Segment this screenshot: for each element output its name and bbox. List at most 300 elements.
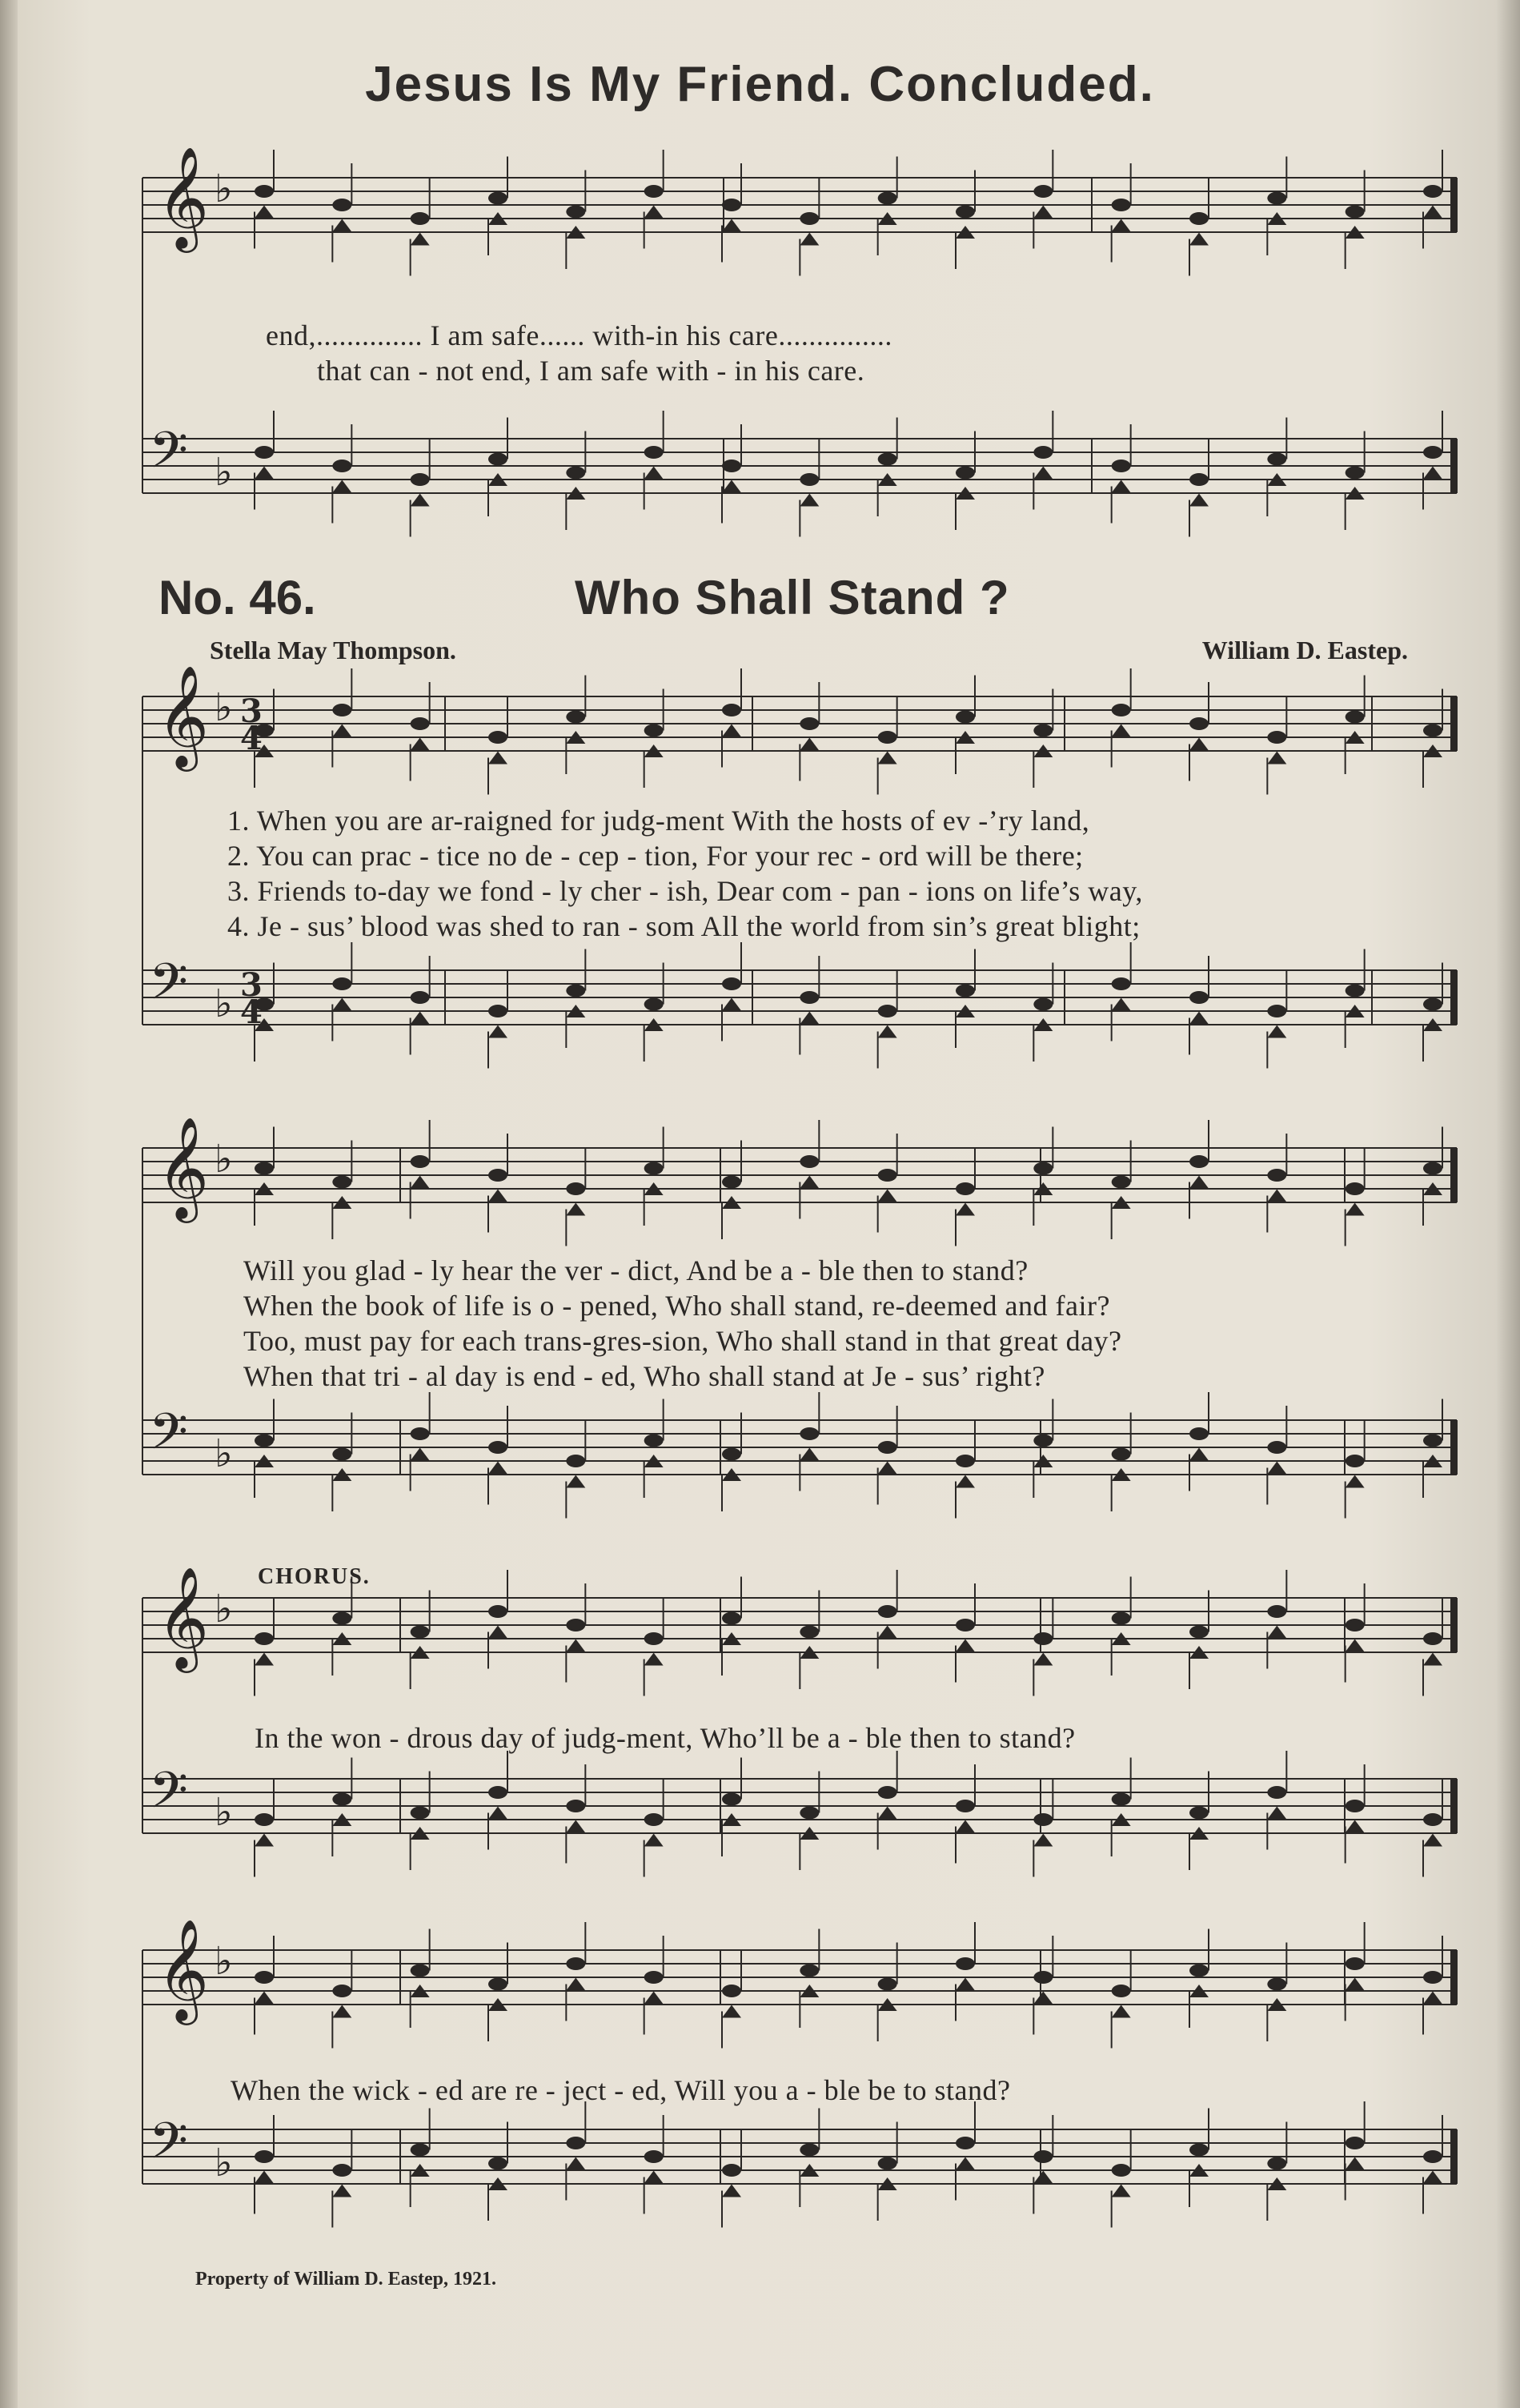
- note-head: [1423, 998, 1442, 1011]
- note-head: [255, 1813, 274, 1826]
- flat-key-signature-icon: ♭: [215, 2141, 233, 2185]
- note-head: [1346, 1182, 1365, 1195]
- shape-note-head: [411, 233, 430, 246]
- note-head: [488, 192, 507, 205]
- note-head: [332, 1448, 351, 1461]
- note-head: [488, 1786, 507, 1799]
- note-head: [1112, 1176, 1131, 1189]
- note-head: [255, 446, 274, 459]
- final-barline: [1450, 970, 1457, 1025]
- note-head: [566, 206, 585, 219]
- bass-clef-icon: 𝄢: [149, 1402, 188, 1473]
- note-head: [1112, 977, 1131, 990]
- shape-note-head: [1112, 998, 1131, 1011]
- shape-note-head: [1267, 1626, 1286, 1639]
- bass-clef-icon: 𝄢: [149, 952, 188, 1023]
- note-head: [800, 212, 819, 225]
- shape-note-head: [1189, 738, 1209, 751]
- shape-note-head: [1346, 1203, 1365, 1216]
- note-head: [1189, 991, 1209, 1004]
- shape-note-head: [1189, 494, 1209, 507]
- shape-note-head: [1423, 467, 1442, 480]
- shape-note-head: [1267, 1462, 1286, 1475]
- note-head: [411, 991, 430, 1004]
- note-head: [956, 2137, 975, 2149]
- note-head: [1346, 1800, 1365, 1812]
- final-barline: [1450, 178, 1457, 232]
- shape-note-head: [1112, 219, 1131, 232]
- shape-note-head: [956, 1978, 975, 1991]
- verse-4-line-1: 4. Je - sus’ blood was shed to ran - som All the world from sin’s great blight;: [227, 910, 1141, 942]
- note-head: [1033, 998, 1053, 1011]
- note-head: [488, 1978, 507, 1991]
- shape-note-head: [488, 752, 507, 765]
- shape-note-head: [566, 1820, 585, 1833]
- note-head: [1267, 1786, 1286, 1799]
- note-head: [566, 1455, 585, 1467]
- note-head: [644, 724, 664, 737]
- note-head: [956, 1455, 975, 1467]
- note-head: [255, 1971, 274, 1984]
- shape-note-head: [1346, 1820, 1365, 1833]
- shape-note-head: [722, 2005, 741, 2018]
- note-head: [800, 2144, 819, 2157]
- note-head: [1267, 2157, 1286, 2170]
- flat-key-signature-icon: ♭: [215, 1587, 233, 1631]
- note-head: [255, 1162, 274, 1175]
- note-head: [1033, 446, 1053, 459]
- note-head: [800, 1965, 819, 1977]
- shape-note-head: [1033, 1653, 1053, 1666]
- chorus-lyric-line-1: In the won - drous day of judg-ment, Who’ll be a - ble then to stand?: [255, 1722, 1076, 1754]
- time-signature-bottom: 4: [240, 993, 263, 1031]
- note-head: [1346, 1957, 1365, 1970]
- time-signature-bottom: 4: [240, 720, 263, 757]
- shape-note-head: [956, 2157, 975, 2170]
- shape-note-head: [644, 2171, 664, 2184]
- treble-clef-icon: 𝄞: [157, 146, 210, 248]
- note-head: [1189, 1807, 1209, 1820]
- note-head: [1267, 1169, 1286, 1182]
- shape-note-head: [566, 1203, 585, 1216]
- shape-note-head: [878, 1462, 897, 1475]
- note-head: [800, 1807, 819, 1820]
- flat-key-signature-icon: ♭: [215, 1137, 233, 1182]
- shape-note-head: [1267, 752, 1286, 765]
- shape-note-head: [1033, 2171, 1053, 2184]
- flat-key-signature-icon: ♭: [215, 167, 233, 211]
- shape-note-head: [488, 1462, 507, 1475]
- shape-note-head: [566, 1978, 585, 1991]
- note-head: [956, 1619, 975, 1631]
- shape-note-head: [255, 206, 274, 219]
- shape-note-head: [644, 1834, 664, 1847]
- note-head: [411, 212, 430, 225]
- note-head: [566, 1182, 585, 1195]
- shape-note-head: [1112, 480, 1131, 493]
- note-head: [1033, 185, 1053, 198]
- note-head: [566, 1619, 585, 1631]
- shape-note-head: [1346, 1475, 1365, 1488]
- note-head: [644, 2150, 664, 2163]
- note-head: [878, 1786, 897, 1799]
- note-head: [1423, 1435, 1442, 1447]
- treble-clef-icon: 𝄞: [157, 664, 210, 767]
- note-head: [800, 1626, 819, 1639]
- note-head: [722, 1793, 741, 1806]
- flat-key-signature-icon: ♭: [215, 1939, 233, 1984]
- note-head: [488, 453, 507, 466]
- hymn-number: No. 46.: [158, 571, 316, 624]
- note-head: [800, 1155, 819, 1168]
- flat-key-signature-icon: ♭: [215, 1431, 233, 1476]
- note-head: [488, 1169, 507, 1182]
- shape-note-head: [1033, 467, 1053, 480]
- shape-note-head: [411, 1012, 430, 1025]
- shape-note-head: [332, 480, 351, 493]
- note-head: [1033, 1435, 1053, 1447]
- note-head: [488, 731, 507, 744]
- note-head: [644, 998, 664, 1011]
- chorus-lyric-line-2: When the wick - ed are re - ject - ed, Will you a - ble be to stand?: [231, 2074, 1011, 2106]
- bass-clef-icon: 𝄢: [149, 1760, 188, 1832]
- note-head: [800, 991, 819, 1004]
- final-barline: [1450, 439, 1457, 493]
- note-head: [255, 1435, 274, 1447]
- note-head: [644, 185, 664, 198]
- note-head: [800, 717, 819, 730]
- shape-note-head: [488, 1190, 507, 1202]
- note-head: [1112, 460, 1131, 472]
- note-head: [1423, 185, 1442, 198]
- treble-clef-icon: 𝄞: [157, 1566, 210, 1668]
- shape-note-head: [566, 1475, 585, 1488]
- note-head: [956, 711, 975, 724]
- note-head: [1267, 192, 1286, 205]
- note-head: [1423, 1632, 1442, 1645]
- note-head: [566, 467, 585, 480]
- copyright-footer: Property of William D. Eastep, 1921.: [195, 2269, 496, 2290]
- note-head: [1189, 2144, 1209, 2157]
- shape-note-head: [800, 494, 819, 507]
- final-barline: [1450, 696, 1457, 751]
- shape-note-head: [1423, 1992, 1442, 2005]
- shape-note-head: [644, 1992, 664, 2005]
- note-head: [1423, 1162, 1442, 1175]
- note-head: [956, 467, 975, 480]
- shape-note-head: [566, 1639, 585, 1652]
- shape-note-head: [488, 1025, 507, 1038]
- note-head: [722, 460, 741, 472]
- note-head: [878, 192, 897, 205]
- treble-clef-icon: 𝄞: [157, 1918, 210, 2021]
- note-head: [1423, 724, 1442, 737]
- shape-note-head: [878, 1807, 897, 1820]
- shape-note-head: [1033, 1834, 1053, 1847]
- note-head: [1189, 1965, 1209, 1977]
- shape-note-head: [411, 738, 430, 751]
- note-head: [1112, 199, 1131, 211]
- note-head: [488, 1005, 507, 1017]
- note-head: [1189, 1626, 1209, 1639]
- note-head: [878, 731, 897, 744]
- shape-note-head: [1423, 2171, 1442, 2184]
- shape-note-head: [411, 1448, 430, 1461]
- note-head: [1112, 1985, 1131, 1997]
- note-head: [566, 985, 585, 997]
- shape-note-head: [800, 1012, 819, 1025]
- note-head: [1267, 1978, 1286, 1991]
- verse-2-line-1: 2. You can prac - tice no de - cep - tion, For your rec - ord will be there;: [227, 840, 1084, 872]
- verse-4-line-2: When that tri - al day is end - ed, Who shall stand at Je - sus’ right?: [243, 1360, 1045, 1392]
- shape-note-head: [878, 1626, 897, 1639]
- final-barline: [1450, 1148, 1457, 1202]
- note-head: [956, 985, 975, 997]
- final-barline: [1450, 1420, 1457, 1475]
- shape-note-head: [411, 1176, 430, 1189]
- author-credit: Stella May Thompson.: [210, 636, 456, 664]
- shape-note-head: [332, 998, 351, 1011]
- note-head: [332, 2164, 351, 2177]
- note-head: [566, 1800, 585, 1812]
- shape-note-head: [1346, 2157, 1365, 2170]
- note-head: [411, 1626, 430, 1639]
- shape-note-head: [411, 494, 430, 507]
- note-head: [878, 1978, 897, 1991]
- note-head: [488, 2157, 507, 2170]
- note-head: [1189, 717, 1209, 730]
- note-head: [332, 1985, 351, 1997]
- note-head: [1267, 731, 1286, 744]
- hymn-title: Who Shall Stand ?: [575, 571, 1010, 624]
- composer-credit: William D. Eastep.: [1201, 636, 1408, 664]
- note-head: [1189, 212, 1209, 225]
- verse-2-line-2: When the book of life is o - pened, Who shall stand, re-deemed and fair?: [243, 1290, 1110, 1322]
- note-head: [722, 199, 741, 211]
- note-head: [411, 1155, 430, 1168]
- note-head: [255, 185, 274, 198]
- shape-note-head: [722, 480, 741, 493]
- shape-note-head: [332, 219, 351, 232]
- flat-key-signature-icon: ♭: [215, 450, 233, 495]
- shape-note-head: [1346, 1639, 1365, 1652]
- note-head: [332, 1793, 351, 1806]
- note-head: [644, 1632, 664, 1645]
- shape-note-head: [956, 1820, 975, 1833]
- note-head: [332, 1612, 351, 1625]
- shape-note-head: [644, 206, 664, 219]
- note-head: [1346, 1619, 1365, 1631]
- note-head: [956, 1957, 975, 1970]
- shape-note-head: [255, 467, 274, 480]
- shape-note-head: [1423, 1653, 1442, 1666]
- shape-note-head: [722, 998, 741, 1011]
- note-head: [644, 1162, 664, 1175]
- note-head: [878, 1005, 897, 1017]
- shape-note-head: [1033, 206, 1053, 219]
- note-head: [956, 1800, 975, 1812]
- shape-note-head: [956, 1475, 975, 1488]
- shape-note-head: [1267, 1025, 1286, 1038]
- page-title: Jesus Is My Friend. Concluded.: [365, 57, 1155, 112]
- note-head: [488, 1441, 507, 1454]
- shape-note-head: [1189, 233, 1209, 246]
- note-head: [1033, 1971, 1053, 1984]
- note-head: [1346, 1455, 1365, 1467]
- shape-note-head: [800, 1176, 819, 1189]
- shape-note-head: [255, 1834, 274, 1847]
- note-head: [1112, 704, 1131, 716]
- note-head: [878, 1441, 897, 1454]
- note-head: [411, 1965, 430, 1977]
- shape-note-head: [1112, 724, 1131, 737]
- shape-note-head: [800, 1448, 819, 1461]
- flat-key-signature-icon: ♭: [215, 981, 233, 1026]
- shape-note-head: [255, 1992, 274, 2005]
- note-head: [1267, 453, 1286, 466]
- note-head: [1346, 2137, 1365, 2149]
- note-head: [1423, 1971, 1442, 1984]
- final-barline: [1450, 1598, 1457, 1652]
- note-head: [1189, 1427, 1209, 1440]
- note-head: [332, 977, 351, 990]
- shape-note-head: [956, 1203, 975, 1216]
- note-head: [411, 1427, 430, 1440]
- note-head: [644, 1435, 664, 1447]
- verse-1-line-1: 1. When you are ar-raigned for judg-ment With the hosts of ev -’ry land,: [227, 805, 1090, 837]
- note-head: [722, 1176, 741, 1189]
- note-head: [332, 460, 351, 472]
- shape-note-head: [1033, 1992, 1053, 2005]
- shape-note-head: [1267, 1807, 1286, 1820]
- note-head: [1112, 1793, 1131, 1806]
- shape-note-head: [1267, 1190, 1286, 1202]
- note-head: [1267, 1605, 1286, 1618]
- note-head: [722, 1612, 741, 1625]
- note-head: [1033, 1813, 1053, 1826]
- shape-note-head: [878, 752, 897, 765]
- note-head: [1267, 1441, 1286, 1454]
- note-head: [411, 717, 430, 730]
- note-head: [1346, 985, 1365, 997]
- final-barline: [1450, 1779, 1457, 1833]
- note-head: [566, 711, 585, 724]
- note-head: [332, 1176, 351, 1189]
- note-head: [1423, 2150, 1442, 2163]
- note-head: [411, 473, 430, 486]
- note-head: [644, 1971, 664, 1984]
- note-head: [1033, 724, 1053, 737]
- shape-note-head: [1423, 206, 1442, 219]
- final-barline: [1450, 1950, 1457, 2005]
- note-head: [722, 2164, 741, 2177]
- shape-note-head: [722, 724, 741, 737]
- flat-key-signature-icon: ♭: [215, 1790, 233, 1835]
- verse-3-line-1: 3. Friends to-day we fond - ly cher - ish, Dear com - pan - ions on life’s way,: [227, 875, 1143, 907]
- note-head: [566, 1957, 585, 1970]
- note-head: [488, 1605, 507, 1618]
- note-head: [1423, 1813, 1442, 1826]
- concluded-lyric-line-2: that can - not end, I am safe with - in his care.: [317, 355, 865, 387]
- note-head: [1033, 1162, 1053, 1175]
- note-head: [956, 1182, 975, 1195]
- shape-note-head: [255, 2171, 274, 2184]
- note-head: [566, 2137, 585, 2149]
- note-head: [255, 1632, 274, 1645]
- shape-note-head: [1346, 1978, 1365, 1991]
- chorus-label: CHORUS.: [258, 1564, 371, 1589]
- verse-1-line-2: Will you glad - ly hear the ver - dict, And be a - ble then to stand?: [243, 1254, 1029, 1286]
- shape-note-head: [644, 467, 664, 480]
- note-head: [1423, 446, 1442, 459]
- note-head: [800, 473, 819, 486]
- note-head: [1189, 1155, 1209, 1168]
- shape-note-head: [644, 1653, 664, 1666]
- note-head: [255, 2150, 274, 2163]
- note-head: [1346, 467, 1365, 480]
- shape-note-head: [800, 738, 819, 751]
- shape-note-head: [1189, 1176, 1209, 1189]
- note-head: [800, 1427, 819, 1440]
- bass-clef-icon: 𝄢: [149, 420, 188, 492]
- note-head: [722, 1985, 741, 1997]
- shape-note-head: [722, 219, 741, 232]
- note-head: [411, 1807, 430, 1820]
- note-head: [722, 977, 741, 990]
- shape-note-head: [566, 2157, 585, 2170]
- verse-3-line-2: Too, must pay for each trans-gres-sion, Who shall stand in that great day?: [243, 1325, 1122, 1357]
- shape-note-head: [722, 2185, 741, 2197]
- shape-note-head: [332, 2005, 351, 2018]
- note-head: [1112, 1612, 1131, 1625]
- shape-note-head: [1189, 1012, 1209, 1025]
- time-signature-top: 3: [240, 966, 263, 1004]
- shape-note-head: [800, 233, 819, 246]
- note-head: [722, 704, 741, 716]
- shape-note-head: [878, 1025, 897, 1038]
- shape-note-head: [1423, 1834, 1442, 1847]
- note-head: [1346, 711, 1365, 724]
- note-head: [1112, 2164, 1131, 2177]
- note-head: [1346, 206, 1365, 219]
- shape-note-head: [1189, 1448, 1209, 1461]
- final-barline: [1450, 2129, 1457, 2184]
- note-head: [722, 1448, 741, 1461]
- shape-note-head: [1112, 2185, 1131, 2197]
- note-head: [1033, 2150, 1053, 2163]
- shape-note-head: [488, 1626, 507, 1639]
- bass-clef-icon: 𝄢: [149, 2111, 188, 2182]
- note-head: [1189, 473, 1209, 486]
- note-head: [332, 704, 351, 716]
- shape-note-head: [1112, 2005, 1131, 2018]
- note-head: [1112, 1448, 1131, 1461]
- shape-note-head: [332, 724, 351, 737]
- treble-clef-icon: 𝄞: [157, 1116, 210, 1218]
- note-head: [878, 1605, 897, 1618]
- note-head: [332, 199, 351, 211]
- note-head: [1267, 1005, 1286, 1017]
- note-head: [878, 1169, 897, 1182]
- note-head: [644, 446, 664, 459]
- note-head: [1033, 1632, 1053, 1645]
- shape-note-head: [488, 1807, 507, 1820]
- note-head: [878, 453, 897, 466]
- note-head: [956, 206, 975, 219]
- flat-key-signature-icon: ♭: [215, 685, 233, 730]
- note-head: [878, 2157, 897, 2170]
- concluded-lyric-line-1: end,.............. I am safe...... with-in his care...............: [266, 319, 892, 351]
